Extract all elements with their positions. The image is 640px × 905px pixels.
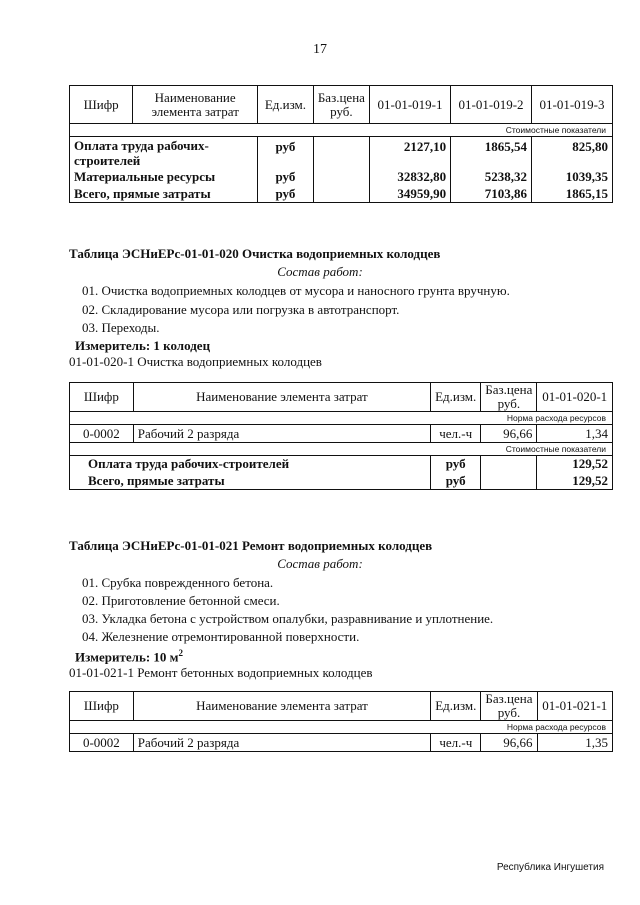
- row-name: Всего, прямые затраты: [70, 186, 258, 203]
- item-title: 01-01-020-1 Очистка водоприемных колодцев: [69, 354, 322, 369]
- header-unit: Ед.изм.: [431, 692, 481, 721]
- meter: Измеритель: 1 колодец: [75, 338, 211, 353]
- cost-label: Стоимостные показатели: [70, 443, 613, 456]
- table-title-020: Таблица ЭСНиЕРс-01-01-020 Очистка водоприемных колодцев: [69, 246, 441, 261]
- norm-label: Норма расхода ресурсов: [70, 721, 613, 734]
- header-base-price: Баз.цена руб.: [481, 692, 537, 721]
- header-unit: Ед.изм.: [258, 86, 314, 124]
- resource-unit: чел.-ч: [431, 425, 481, 443]
- meter-superscript: 2: [178, 648, 184, 658]
- row-name: Материальные ресурсы: [70, 169, 258, 186]
- cost-row-value: 129,52: [537, 473, 613, 490]
- resource-value: 1,34: [537, 425, 613, 443]
- cost-row-name: Всего, прямые затраты: [70, 473, 431, 490]
- resource-table-021: [69, 691, 613, 752]
- header-code: Шифр: [70, 383, 134, 412]
- cost-row-unit: руб: [431, 456, 481, 473]
- row-value-1: 2127,10: [369, 137, 450, 169]
- meter-text: Измеритель: 10 м: [75, 649, 179, 665]
- header-col-3: 01-01-019-3: [532, 86, 613, 124]
- row-unit: руб: [258, 186, 314, 203]
- resource-code: 0-0002: [70, 734, 134, 752]
- resource-table-020: [69, 382, 613, 490]
- resource-unit: чел.-ч: [431, 734, 481, 752]
- work-item: 03. Переходы.: [82, 320, 160, 335]
- header-col: 01-01-021-1: [537, 692, 613, 721]
- footer-region: Республика Ингушетия: [496, 862, 604, 873]
- row-unit: руб: [258, 137, 314, 169]
- cost-row-value: 129,52: [537, 456, 613, 473]
- resource-price: 96,66: [481, 734, 537, 752]
- header-col: 01-01-020-1: [537, 383, 613, 412]
- header-name: Наименование элемента затрат: [133, 86, 258, 124]
- header-col-1: 01-01-019-1: [369, 86, 450, 124]
- resource-price: 96,66: [481, 425, 537, 443]
- cost-table-019: [69, 85, 613, 203]
- cost-row-unit: руб: [431, 473, 481, 490]
- row-value-3: 1865,15: [532, 186, 613, 203]
- header-col-2: 01-01-019-2: [451, 86, 532, 124]
- table-title-021: Таблица ЭСНиЕРс-01-01-021 Ремонт водоприемных колодцев: [69, 538, 433, 553]
- row-unit: руб: [258, 169, 314, 186]
- resource-name: Рабочий 2 разряда: [133, 425, 430, 443]
- header-code: Шифр: [70, 692, 134, 721]
- work-item: 01. Срубка поврежденного бетона.: [82, 575, 274, 590]
- row-value-2: 5238,32: [451, 169, 532, 186]
- header-base-price: Баз.цена руб.: [313, 86, 369, 124]
- item-title: 01-01-021-1 Ремонт бетонных водоприемных колодцев: [69, 665, 373, 680]
- header-code: Шифр: [70, 86, 133, 124]
- work-item: 03. Укладка бетона с устройством опалубки, разравнивание и уплотнение.: [82, 611, 494, 626]
- norm-label: Норма расхода ресурсов: [70, 412, 613, 425]
- header-name: Наименование элемента затрат: [133, 692, 430, 721]
- header-name: Наименование элемента затрат: [133, 383, 430, 412]
- work-item: 04. Железнение отремонтированной поверхности.: [82, 629, 360, 644]
- works-heading: Состав работ:: [277, 264, 363, 279]
- meter: [75, 648, 183, 665]
- row-value-3: 825,80: [532, 137, 613, 169]
- page-number: 17: [313, 42, 327, 57]
- row-value-2: 7103,86: [451, 186, 532, 203]
- work-item: 01. Очистка водоприемных колодцев от мусора и наносного грунта вручную.: [82, 283, 510, 298]
- resource-code: 0-0002: [70, 425, 134, 443]
- row-value-1: 34959,90: [369, 186, 450, 203]
- resource-value: 1,35: [537, 734, 613, 752]
- works-heading: Состав работ:: [277, 556, 363, 571]
- work-item: 02. Складирование мусора или погрузка в автотранспорт.: [82, 302, 400, 317]
- row-value-3: 1039,35: [532, 169, 613, 186]
- row-value-1: 32832,80: [369, 169, 450, 186]
- section-label: Стоимостные показатели: [70, 124, 613, 137]
- resource-name: Рабочий 2 разряда: [133, 734, 430, 752]
- header-base-price: Баз.цена руб.: [481, 383, 537, 412]
- header-unit: Ед.изм.: [431, 383, 481, 412]
- row-value-2: 1865,54: [451, 137, 532, 169]
- cost-row-name: Оплата труда рабочих-строителей: [70, 456, 431, 473]
- work-item: 02. Приготовление бетонной смеси.: [82, 593, 280, 608]
- row-name: Оплата труда рабочих-строителей: [70, 137, 258, 169]
